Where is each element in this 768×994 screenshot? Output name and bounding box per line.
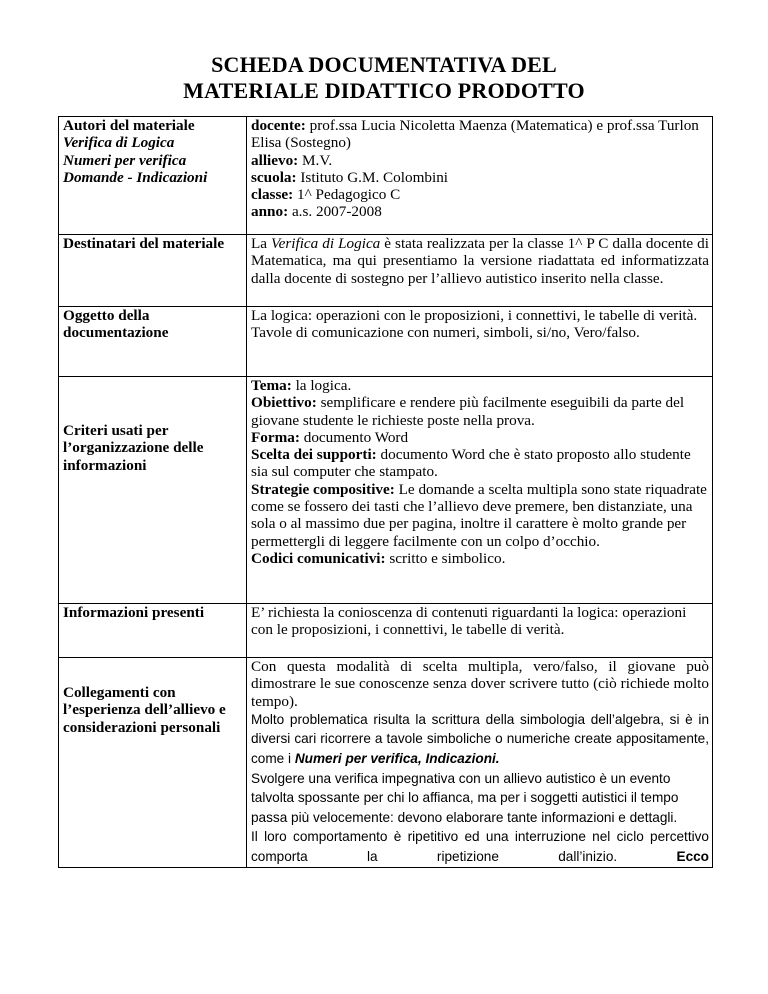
autori-item-1: Verifica di Logica xyxy=(63,134,175,152)
destinatari-text-a: La xyxy=(251,235,272,252)
label-oggetto: Oggetto della documentazione xyxy=(59,307,247,377)
collegamenti-p2 xyxy=(251,710,709,769)
scuola-line xyxy=(251,169,709,186)
label-destinatari: Destinatari del materiale xyxy=(59,235,247,307)
docente-line xyxy=(251,117,709,152)
row-autori xyxy=(59,117,713,235)
title-line-2: MATERIALE DIDATTICO PRODOTTO xyxy=(183,78,585,103)
supporti-value: documento Word che è stato proposto allo studente sia sul computer che stampato. xyxy=(251,446,691,481)
autori-item-2: Numeri per verifica xyxy=(63,151,187,169)
codici-key: Codici comunicativi: xyxy=(251,549,386,567)
collegamenti-p2-text: Molto problematica risulta la scrittura della simbologia dell’algebra, si è in diversi cari ricorrere a tavole simboliche o numeriche create appositamente, come i xyxy=(251,711,709,767)
classe-line xyxy=(251,186,709,203)
tema-key: Tema: xyxy=(251,377,292,394)
value-criteri xyxy=(247,377,713,604)
value-oggetto xyxy=(247,307,713,377)
scuola-key: scuola: xyxy=(251,168,297,186)
strategie-value: Le domande a scelta multipla sono state riquadrate come se fossero dei tasti che l’allievo deve premere, ben distanziate, una sola o al massimo due per pagina, inoltre il carattere è molto grande per permettergli di leggere facilmente con un colpo d’occhio. xyxy=(251,480,707,550)
allievo-value: M.V. xyxy=(302,151,333,169)
codici-line xyxy=(251,550,709,567)
row-destinatari xyxy=(59,235,713,307)
oggetto-p2: Tavole di comunicazione con numeri, simboli, si/no, Vero/falso. xyxy=(251,324,640,342)
collegamenti-p2-emphasis: Numeri per verifica, Indicazioni. xyxy=(294,751,500,767)
tema-value: la logica. xyxy=(295,377,352,394)
row-informazioni xyxy=(59,604,713,658)
label-collegamenti: Collegamenti con l’esperienza dell’allievo e considerazioni personali xyxy=(59,658,247,868)
classe-value: 1^ Pedagogico C xyxy=(296,186,401,204)
row-collegamenti xyxy=(59,658,713,868)
title-line-1: SCHEDA DOCUMENTATIVA DEL xyxy=(211,52,557,77)
autori-item-3: Domande - Indicazioni xyxy=(63,168,208,186)
classe-key: classe: xyxy=(251,186,294,204)
label-autori xyxy=(59,117,247,235)
anno-key: anno: xyxy=(251,203,289,221)
value-destinatari xyxy=(247,235,713,307)
destinatari-text-italic: Verifica di Logica xyxy=(271,235,381,252)
value-informazioni: E’ richiesta la conioscenza di contenuti riguardanti la logica: operazioni con le proposizioni, i connettivi, le tabelle di verità. xyxy=(247,604,713,658)
forma-key: Forma: xyxy=(251,428,300,446)
allievo-line xyxy=(251,152,709,169)
codici-value: scritto e simbolico. xyxy=(389,549,506,567)
value-collegamenti xyxy=(247,658,713,868)
docente-key: docente: xyxy=(251,117,306,134)
supporti-key: Scelta dei supporti: xyxy=(251,446,377,464)
forma-line xyxy=(251,429,709,446)
collegamenti-p1: Con questa modalità di scelta multipla, vero/falso, il giovane può dimostrare le sue conoscenze senza dover scrivere tutto (ciò richiede molto tempo). xyxy=(251,658,709,710)
collegamenti-p3: Svolgere una verifica impegnativa con un allievo autistico è un evento talvolta spossante per chi lo affianca, ma per i soggetti autistici il tempo passa più velocemente: devono elaborare tante informazioni e dettagli. xyxy=(251,770,679,825)
destinatari-text-b: è stata realizzata per la classe 1^ P C dalla docente di Matematica, ma qui presentiamo la versione riadattata ed informatizzata dalla docente di sostegno per l’allievo autistico inserito nella classe. xyxy=(251,235,709,287)
row-oggetto xyxy=(59,307,713,377)
strategie-line xyxy=(251,481,709,550)
collegamenti-p4-emphasis: Ecco xyxy=(676,849,709,865)
strategie-key: Strategie compositive: xyxy=(251,480,395,498)
tema-line xyxy=(251,377,709,394)
label-autori-text: Autori del materiale xyxy=(63,117,195,134)
scuola-value: Istituto G.M. Colombini xyxy=(300,168,449,186)
anno-line xyxy=(251,203,709,220)
row-criteri xyxy=(59,377,713,604)
document-title xyxy=(0,52,768,104)
obiettivo-key: Obiettivo: xyxy=(251,394,317,412)
obiettivo-line xyxy=(251,394,709,429)
collegamenti-p4 xyxy=(251,827,709,866)
value-autori xyxy=(247,117,713,235)
collegamenti-p4-text: Il loro comportamento è ripetitivo ed una interruzione nel ciclo percettivo comporta la ripetizione dall’inizio. xyxy=(251,829,709,865)
anno-value: a.s. 2007-2008 xyxy=(291,203,382,221)
supporti-line xyxy=(251,446,709,481)
docente-value: prof.ssa Lucia Nicoletta Maenza (Matematica) e prof.ssa Turlon Elisa (Sostegno) xyxy=(251,117,699,152)
oggetto-p1: La logica: operazioni con le proposizioni, i connettivi, le tabelle di verità. xyxy=(251,307,698,324)
documentation-table xyxy=(58,116,713,868)
forma-value: documento Word xyxy=(303,428,409,446)
label-criteri: Criteri usati per l’organizzazione delle informazioni xyxy=(59,377,247,604)
obiettivo-value: semplificare e rendere più facilmente eseguibili da parte del giovane studente le richieste poste nella prova. xyxy=(251,394,685,429)
label-informazioni: Informazioni presenti xyxy=(59,604,247,658)
allievo-key: allievo: xyxy=(251,151,299,169)
